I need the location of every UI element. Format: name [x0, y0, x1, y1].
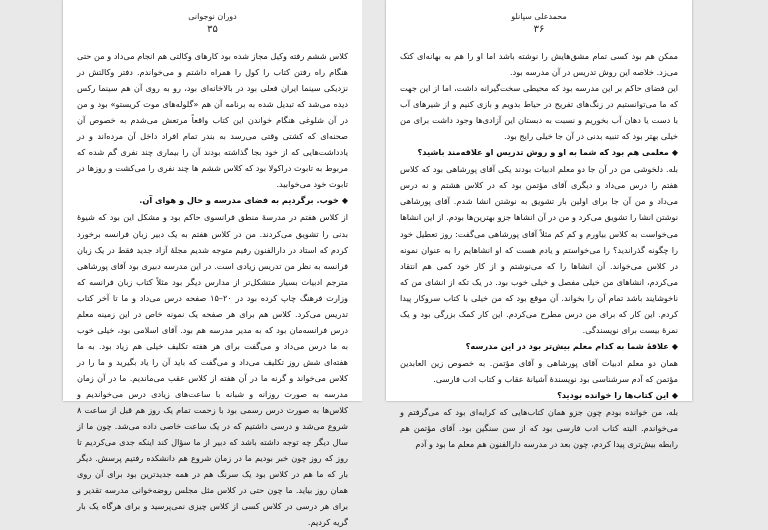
page-number: ۳۶ — [533, 24, 545, 35]
bullet-icon: ◆ — [671, 390, 678, 400]
question-text: خوب. برگردیم به فضای مدرسه و حال و هوای آن. — [139, 195, 339, 206]
page-body — [400, 48, 678, 450]
question-text: علاقهٔ شما به کدام معلم بیش‌تر بود در این مدرسه؟ — [465, 340, 669, 351]
body-paragraph: این فضای حاکم بر این مدرسه بود که محیطی سخت‌گیرانه داشت، اما از این جهت که ما می‌توانستیم در زنگ‌های تفریح در حیاط بدویم و بازی کنیم و از شیرهای آب با دست یا دهان آب بخوریم و نسبت به دبستان این آزادی‌ها وجود داشت برای من خیلی بهتر بود که تنبیه بدنی در آن جا خیلی رایج بود. — [400, 83, 678, 142]
page-gutter — [362, 0, 386, 401]
question-text: معلمی هم بود که شما به او و روش تدریس او علاقه‌مند باشید؟ — [417, 147, 669, 158]
bullet-icon: ◆ — [671, 341, 678, 351]
running-head: دوران نوجوانی — [188, 12, 237, 21]
running-head: محمدعلی سپانلو — [511, 12, 567, 21]
body-paragraph: همان دو معلم ادبیات آقای پورشاهی و آقای مؤتمن. به خصوص زین العابدین مؤتمن که آدم سرشناسی بود نویسندهٔ آشیانهٔ عقاب و کتاب ادب فارسی. — [400, 357, 678, 384]
bullet-icon: ◆ — [671, 148, 678, 158]
left-page — [63, 0, 362, 528]
interview-question — [400, 338, 678, 355]
page-number: ۳۵ — [207, 24, 218, 35]
interview-question — [77, 192, 348, 209]
interview-question — [400, 387, 678, 404]
question-text: این کتاب‌ها را خوانده بودید؟ — [557, 389, 669, 400]
body-paragraph: ممکن هم بود کسی تمام مشق‌هایش را نوشته باشد اما او را هم به بهانه‌ای کتک می‌زد. خلاصه این روش تدریس در آن مدرسه بود. — [400, 51, 678, 78]
bullet-icon: ◆ — [341, 196, 348, 206]
body-paragraph: بله. دلخوشی من در آن جا دو معلم ادبیات بودند یکی آقای پورشاهی بود که کلاس هفتم را درس می‌داد و دیگری آقای مؤتمن بود که در کلاس هشتم و نه درس می‌داد و من آن جا برای اولین بار تشویق به نوشتن انشا شدم. آقای پورشاهی نوشتن انشا را تشویق می‌کرد و من در آن انشا‌ها جزو بهترین‌ها بودم. از این انشاها می‌خواست به کلاس بیاورم و کم کم مثلاً آقای پورشاهی می‌گفت: روز تعطیل خود را چگونه گذراندید؟ را می‌خواستم و یادم هست که او انشاهایم را به عنوان نمونه در کلاس می‌خواند. آن انشا‌ها را که می‌نوشتم و از کار خود کمی هم انتقاد می‌کردم، انشاهای من خیلی مفصل و خیلی خوب بود. در یک تکه از انشای من که ناخوشایند باشد تمام آن را بخواند. آن موقع بود که من خیلی با کتاب سروکار پیدا کردم. این کار که برای من درس مطرح می‌کردم. این کار کمک بزرگی بود و یک نمرهٔ بیست برای نویسندگی. — [400, 164, 678, 335]
right-page — [386, 0, 692, 450]
interview-question — [400, 144, 678, 161]
body-paragraph: کلاس ششم رفته وکیل مجاز شده بود کارهای وکالتی هم انجام می‌داد و من حتی هنگام راه رفتن کتاب را کول را همراه داشتم و می‌خواندم. دفتر وکالتش در نزدیکی سینما ایران فعلی بود در بالاخانه‌ای بود، رو به روی آن هم سینما رکس دیده می‌شد که تبدیل شده به برنامه آن هم «گلوله‌های موت کریستو» بود و من در آن شلوغی هنگام خواندن این کتاب واقعاً مرتعش می‌شدم به خصوص آن صحنه‌ای که کشتی وقتی می‌رسد به بندر تمام افراد داخل آن مرده‌اند و در یادداشت‌هایی که از خود بجا گذاشته بودند آن را بیماری چند نفری گم شده که مربوط به تابوت دراکولا بود که کلاس ششم ها چند نفری را می‌کشت و روزها در تابوت خود می‌خوابید. — [77, 51, 348, 190]
body-paragraph: از کلاس هفتم در مدرسهٔ منطق فرانسوی حاکم بود و مشکل این بود که شیوهٔ بدنی را تشویق می‌کردند. من در کلاس هفتم به یک دبیر زبان فرانسه برخورد کردم که استاد در دارالفنون رفیم متوجه شدیم مجلهٔ آزاد جدید فقط در یک زبان فرانسه به نظر من تدریس زیادی است. در این مدرسه دبیری بود آقای پورشاهی مترجم ادبیات بسیار متشکل‌تر از مدارس دیگر بود مثلاً کتاب زبان فرانسه که وزارت فرهنگ چاپ کرده بود در ۲۰–۱۵ صفحه درس می‌داد و ما تا آخر کتاب تدریس می‌کرد. کلاس هم برای هر صفحه یک نمونه خاص در این زمینه معلم درس فرانسه‌مان بود که به مدیر مدرسه هم بود. آقای اسلامی بود، خیلی خوب به ما درس می‌داد و می‌گفت برای هر هفته تکلیف خیلی هم زیاد بود. به ما هفته‌ای شش روز تکلیف می‌داد و می‌گفت که باید آن را یاد بگیرید و ما را در کلاس می‌خواند و گرنه ما در آن هفته از کلاس عقب می‌ماندیم. ما در آن زمان مدرسه به صورت روزانه و شبانه با ساعت‌های زیادی درس می‌خواندیم و کلاس‌ها به صورت درس رسمی بود با زحمت تمام یک روز هم قبل از ساعت ۸ شروع می‌شد و درسی داشتیم که در یک ساعت خاصی داده می‌شد. چون ما از سال دیگر چه توجه داشته باشد که دبیر از ما سؤال کند اینکه جدی می‌کردیم تا روز که روز چون خبر بودیم ما در زمان شروع هم دانشکده رفتیم پرسش. دیگر بار که ما هم در کلاس بود یک سرنگ هم در همه جدیدترین بود برای آن روی همان روز بیاید. ما چون حتی در کلاس مثل مجلس روضه‌خوانی مدرسه تقدیر و برای هر درسی در کلاس کسی از کلاس چیزی نمی‌پرسید و برای هرگاه یک بار گریه کردیم. — [77, 212, 348, 528]
page-body — [77, 48, 348, 528]
body-paragraph: بله، من خوانده بودم چون جزو همان کتاب‌هایی که کرایه‌ای بود که می‌گرفتم و می‌خواندم. البته کتاب ادب فارسی بود که از سن سنگین بود. آقای مؤتمن هم رابطه بیش‌تری پیدا کردم، چون بعد در مدرسه دارالفنون هم معلم ما بود و آدم — [400, 407, 678, 450]
